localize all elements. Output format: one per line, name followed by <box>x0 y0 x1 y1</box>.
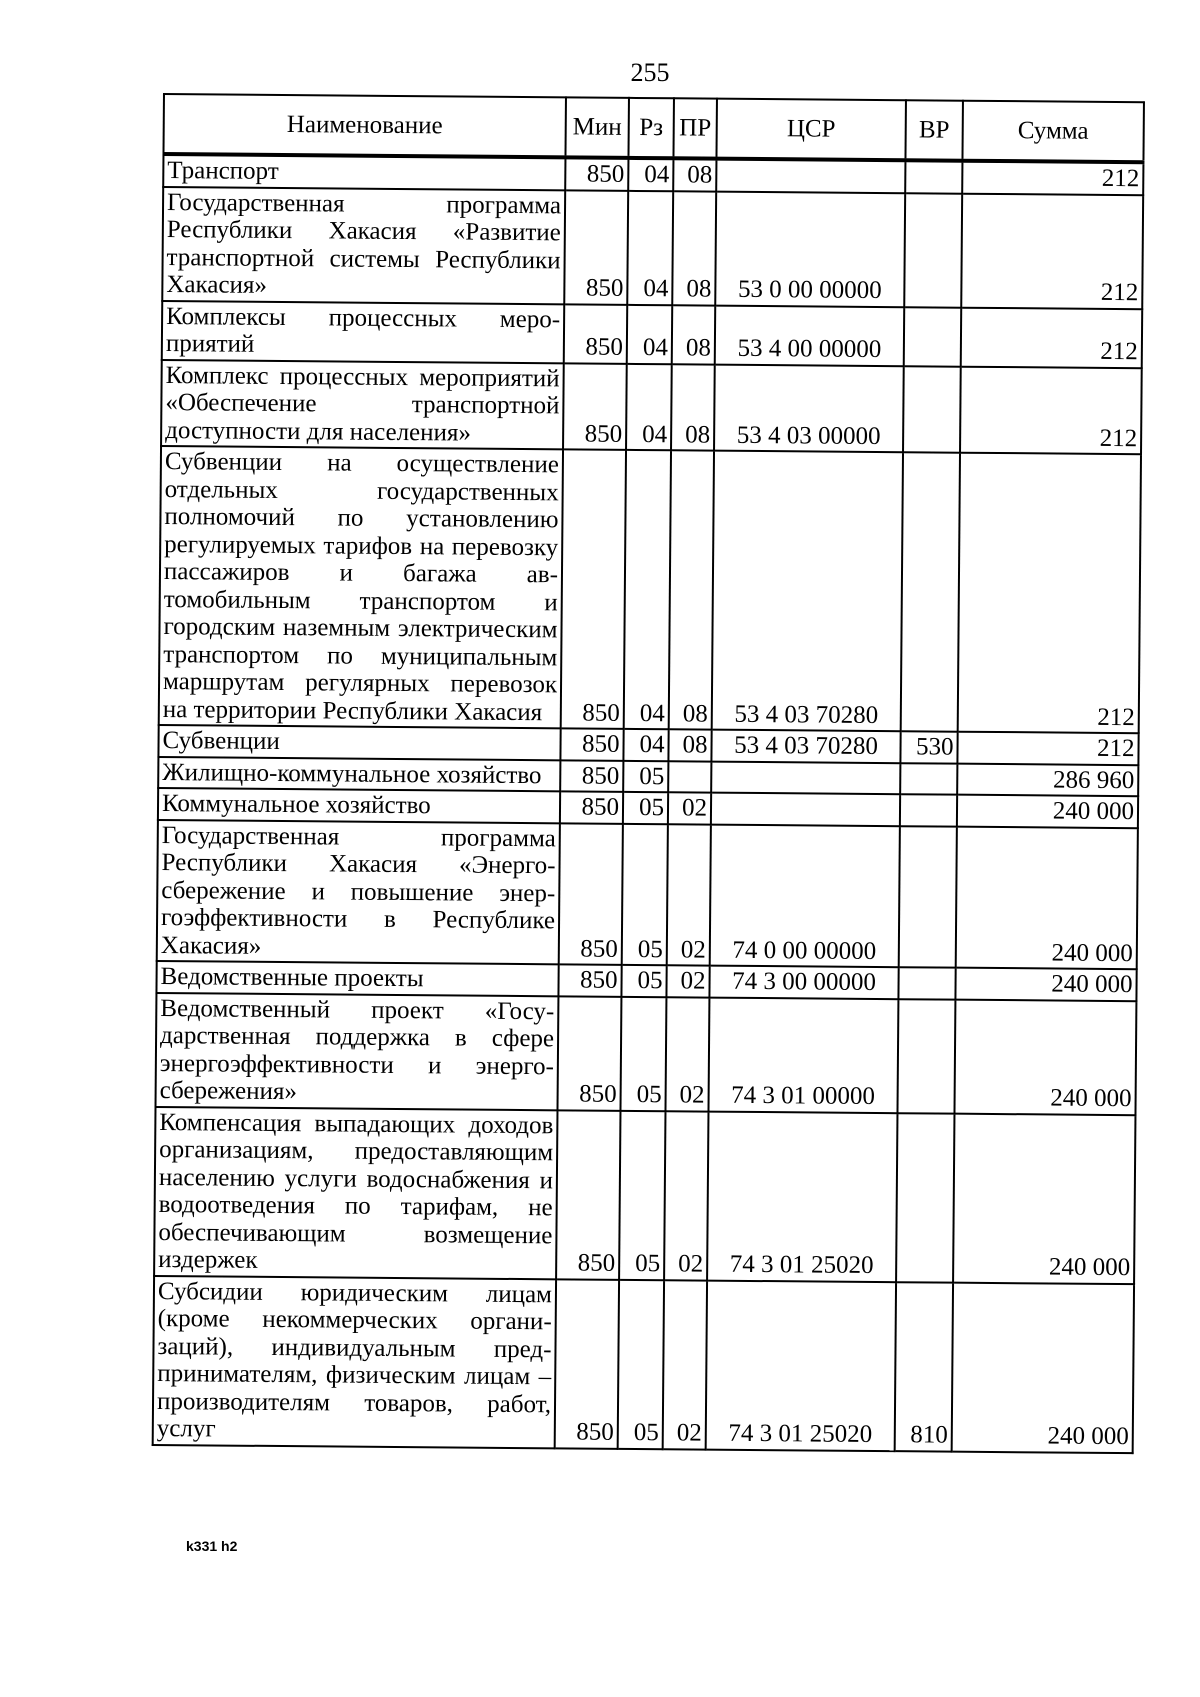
row-pr-cell: 02 <box>665 997 709 1111</box>
table-row <box>156 992 1137 1114</box>
row-pr-cell <box>668 761 711 793</box>
row-csr-cell: 53 0 00 00000 <box>715 191 905 307</box>
row-csr-cell <box>716 159 905 193</box>
table-row <box>162 187 1143 309</box>
row-name-cell: Компенсация выпадающих доходов организациям, предоставляющим населению услуги водоснабжения и водоотведения по тарифам, не обеспечивающим возмещение издержек <box>154 1106 557 1278</box>
row-pr-cell: 08 <box>669 450 714 729</box>
row-min-cell: 850 <box>557 996 621 1111</box>
table-row <box>153 1275 1134 1452</box>
row-rz-cell: 05 <box>622 823 668 965</box>
row-csr-cell <box>711 761 900 794</box>
row-min-cell: 850 <box>559 823 623 965</box>
row-pr-cell: 08 <box>672 191 716 305</box>
row-rz-cell: 04 <box>624 450 671 729</box>
row-name-cell: Государственная программа Республики Хакасия «Развитие транспортной системы Республики Хакасия» <box>162 187 565 304</box>
row-rz-cell: 04 <box>627 190 673 304</box>
row-rz-cell: 04 <box>628 158 673 191</box>
row-sum-cell: 240 000 <box>954 999 1136 1115</box>
row-rz-cell: 05 <box>618 1279 664 1448</box>
row-csr-cell: 74 3 01 00000 <box>708 997 898 1113</box>
row-vr-cell <box>900 794 957 826</box>
header-name: Наименование <box>163 94 565 157</box>
row-csr-cell: 53 4 03 70280 <box>712 451 903 732</box>
row-min-cell: 850 <box>565 157 628 190</box>
row-name-cell: Ведомственный проект «Государственная поддержка в сфере энергоэффективности и энергосбережения» <box>156 992 559 1109</box>
row-csr-cell: 53 4 00 00000 <box>715 305 904 366</box>
row-csr-cell: 53 4 03 70280 <box>711 730 900 763</box>
row-pr-cell: 08 <box>672 305 715 364</box>
row-rz-cell: 04 <box>626 363 672 450</box>
row-vr-cell <box>905 160 962 193</box>
row-sum-cell: 240 000 <box>956 826 1138 969</box>
row-sum-cell: 212 <box>957 732 1138 765</box>
table-row <box>162 301 1142 368</box>
row-vr-cell <box>899 826 957 968</box>
row-rz-cell: 05 <box>620 996 666 1110</box>
row-min-cell: 850 <box>555 1279 619 1449</box>
row-vr-cell: 810 <box>895 1282 953 1451</box>
row-min-cell: 850 <box>561 449 626 729</box>
table-row <box>157 819 1138 969</box>
budget-table-sheet <box>152 93 1143 1454</box>
header-rz: Рз <box>628 98 674 158</box>
row-sum-cell: 286 960 <box>957 763 1138 796</box>
row-rz-cell: 04 <box>627 304 672 363</box>
row-min-cell: 850 <box>563 363 627 450</box>
row-sum-cell: 212 <box>958 453 1141 734</box>
row-name-cell: Субвенции <box>158 725 560 760</box>
row-min-cell: 850 <box>564 190 628 305</box>
header-vr: ВР <box>905 100 963 160</box>
row-rz-cell: 05 <box>623 760 668 792</box>
row-name-cell: Транспорт <box>163 154 565 190</box>
row-name-cell: Комплекс процессных мероприятий «Обеспечение транспортной доступности для населения» <box>161 359 564 449</box>
row-csr-cell: 74 0 00 00000 <box>710 824 900 967</box>
budget-table <box>152 93 1145 1454</box>
row-sum-cell: 240 000 <box>953 1113 1135 1284</box>
row-min-cell: 850 <box>560 728 623 760</box>
row-rz-cell: 05 <box>623 792 668 824</box>
row-sum-cell: 212 <box>962 161 1143 195</box>
row-csr-cell: 74 3 01 25020 <box>706 1280 896 1451</box>
row-pr-cell: 08 <box>673 158 716 191</box>
row-name-cell: Субвенции на осуществление отдельных государственных полномочий по установлению регулируемых тарифов на перевозку пассажиров и багажа автомобильным транспортом и городским наземным электрическим транспортом по муниципальным маршрутам регулярных перевозок на территории Республики Хакасия <box>159 446 563 728</box>
row-vr-cell <box>903 366 961 453</box>
row-sum-cell: 212 <box>961 193 1143 309</box>
row-name-cell: Коммунальное хозяйство <box>158 788 560 823</box>
row-pr-cell: 02 <box>666 965 709 997</box>
row-sum-cell: 240 000 <box>955 968 1136 1001</box>
row-name-cell: Жилищно-коммунальное хозяйство <box>158 756 560 791</box>
row-pr-cell: 08 <box>668 729 711 761</box>
row-name-cell: Субсидии юридическим лицам (кроме некоммерческих организаций), индивидуальным предпринимателям, физическим лицам – производителям товаров, работ, услуг <box>153 1275 556 1447</box>
row-min-cell: 850 <box>558 964 621 996</box>
row-name-cell: Ведомственные проекты <box>156 961 558 996</box>
row-rz-cell: 05 <box>621 965 666 997</box>
row-csr-cell: 53 4 03 00000 <box>714 364 904 452</box>
page-number: 255 <box>630 58 670 87</box>
table-row <box>161 359 1142 454</box>
table-body <box>153 154 1144 1453</box>
row-name-cell: Государственная программа Республики Хакасия «Энергосбережение и повышение энергоэффективности в Республике Хакасия» <box>157 819 560 964</box>
table-row <box>159 446 1141 733</box>
row-rz-cell: 04 <box>623 729 668 761</box>
row-pr-cell: 02 <box>664 1111 708 1280</box>
row-pr-cell: 02 <box>668 792 711 824</box>
table-header <box>163 94 1143 162</box>
row-sum-cell: 212 <box>960 366 1142 454</box>
row-min-cell: 850 <box>560 760 623 792</box>
header-min: Мин <box>565 97 629 158</box>
header-pr: ПР <box>673 98 717 158</box>
row-sum-cell: 240 000 <box>957 795 1138 828</box>
row-vr-cell <box>904 193 962 307</box>
row-vr-cell <box>904 307 961 366</box>
row-min-cell: 850 <box>564 304 627 364</box>
row-pr-cell: 02 <box>663 1280 707 1449</box>
footer-code: k331 h2 <box>186 1538 238 1554</box>
row-csr-cell: 74 3 00 00000 <box>709 966 898 999</box>
row-sum-cell: 240 000 <box>952 1282 1134 1453</box>
row-min-cell: 850 <box>560 791 623 823</box>
row-pr-cell: 08 <box>671 364 715 451</box>
row-name-cell: Комплексы процессных мероприятий <box>162 301 564 363</box>
row-min-cell: 850 <box>556 1110 620 1280</box>
row-csr-cell: 74 3 01 25020 <box>707 1111 897 1282</box>
table-row <box>154 1106 1135 1283</box>
row-rz-cell: 05 <box>619 1110 665 1279</box>
row-vr-cell <box>897 999 955 1113</box>
row-vr-cell <box>896 1113 954 1282</box>
row-csr-cell <box>711 793 900 826</box>
row-vr-cell: 530 <box>900 731 957 763</box>
row-vr-cell <box>900 763 957 795</box>
row-sum-cell: 212 <box>961 307 1142 368</box>
row-vr-cell <box>898 967 955 999</box>
row-pr-cell: 02 <box>667 824 711 966</box>
header-csr: ЦСР <box>716 99 905 161</box>
row-vr-cell <box>901 452 960 731</box>
header-sum: Сумма <box>962 101 1143 163</box>
